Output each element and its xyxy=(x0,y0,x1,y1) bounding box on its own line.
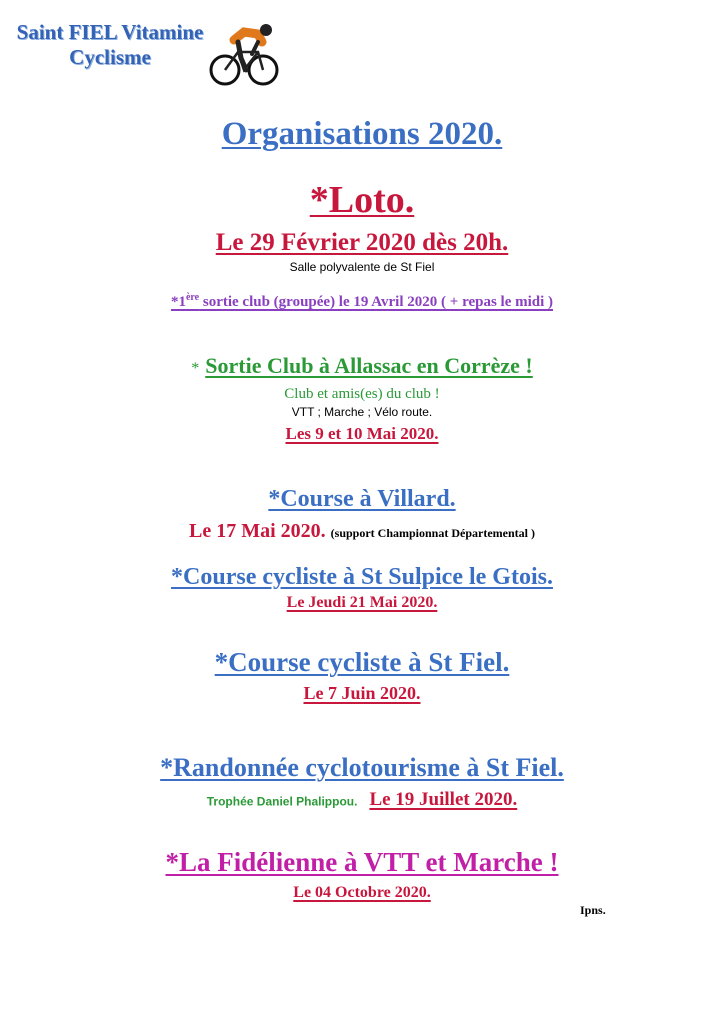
cyclist-icon xyxy=(208,18,280,88)
page-title: Organisations 2020. xyxy=(221,116,503,152)
club-name-line1: Saint FIEL Vitamine xyxy=(16,20,204,44)
sulpice-date: Le Jeudi 21 Mai 2020. xyxy=(286,594,438,611)
allassac-date: Les 9 et 10 Mai 2020. xyxy=(285,424,439,443)
rando-date: Le 19 Juillet 2020. xyxy=(369,789,518,810)
loto-date: Le 29 Février 2020 dès 20h. xyxy=(215,229,509,256)
club-logo-text xyxy=(10,20,210,70)
fidelienne-date: Le 04 Octobre 2020. xyxy=(293,884,431,901)
sortie-groupee xyxy=(0,288,724,312)
rando-sub-row xyxy=(0,789,724,811)
stfiel-title: *Course cycliste à St Fiel. xyxy=(214,647,510,677)
signature: Ipns. xyxy=(580,903,606,917)
villard-note: (support Championnat Départemental ) xyxy=(330,526,535,540)
sulpice-title: *Course cycliste à St Sulpice le Gtois. xyxy=(171,564,553,590)
club-name-line2: Cyclisme xyxy=(69,45,151,69)
sortie-text: sortie club (groupée) le 19 Avril 2020 ( + repas le midi ) xyxy=(199,294,554,310)
allassac-star: * xyxy=(191,360,200,377)
allassac-title-text: Sortie Club à Allassac en Corrèze ! xyxy=(205,353,533,378)
sortie-sup: ère xyxy=(185,292,200,303)
fidelienne-title: *La Fidélienne à VTT et Marche ! xyxy=(165,847,559,877)
loto-venue: Salle polyvalente de St Fiel xyxy=(289,260,435,274)
stfiel-date: Le 7 Juin 2020. xyxy=(303,683,421,703)
villard-date-row xyxy=(0,518,724,546)
sortie-prefix: *1 xyxy=(170,294,186,310)
villard-date: Le 17 Mai 2020. xyxy=(189,520,326,542)
loto-title: *Loto. xyxy=(309,179,415,221)
allassac-subtitle: Club et amis(es) du club ! xyxy=(284,386,440,402)
allassac-types: VTT ; Marche ; Vélo route. xyxy=(291,405,433,419)
trophy-label: Trophée Daniel Phalippou. xyxy=(206,794,358,809)
rando-title: *Randonnée cyclotourisme à St Fiel. xyxy=(160,753,564,782)
allassac-title xyxy=(0,352,724,383)
villard-title: *Course à Villard. xyxy=(268,486,456,512)
